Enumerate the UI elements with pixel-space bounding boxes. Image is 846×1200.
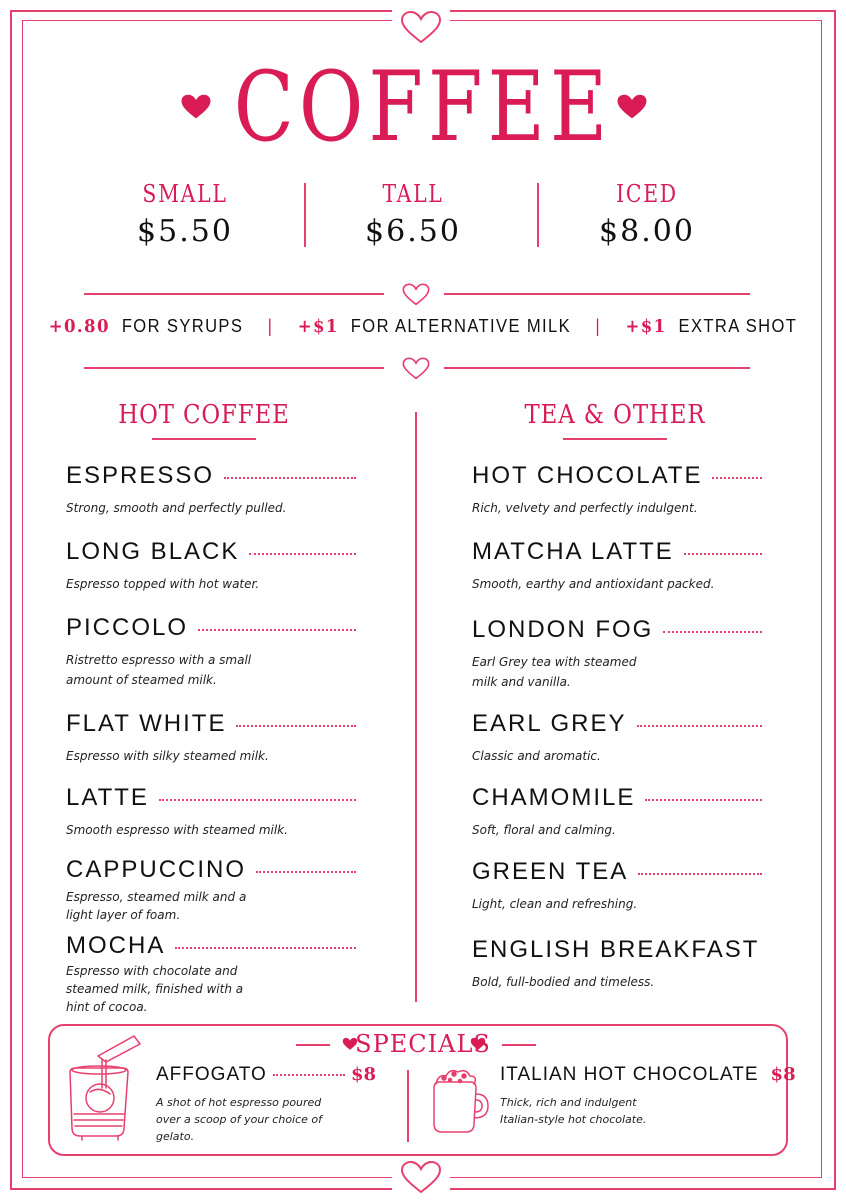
leader-dots <box>712 477 762 479</box>
leader-dots <box>645 799 762 801</box>
item-description: Espresso topped with hot water. <box>66 577 260 591</box>
addon-amount: +0.80 <box>48 316 110 337</box>
item-description: Espresso, steamed milk and a light layer of foam. <box>66 890 247 922</box>
leader-dots <box>273 1074 345 1076</box>
item-description: Smooth espresso with steamed milk. <box>66 823 288 837</box>
item-description: Earl Grey tea with steamed milk and vanilla. <box>472 655 637 689</box>
section-title-hot-coffee: HOT COFFEE <box>118 400 290 430</box>
leader-dots <box>175 947 356 949</box>
special-name: AFFOGATO <box>156 1064 267 1085</box>
item-description: Smooth, earthy and antioxidant packed. <box>472 577 715 591</box>
leader-dots <box>637 725 763 727</box>
divider <box>444 367 750 369</box>
item-name: LONG BLACK <box>66 538 240 565</box>
section-underline <box>563 438 667 440</box>
size-name: TALL <box>382 180 444 208</box>
item-description: Espresso with silky steamed milk. <box>66 749 269 763</box>
item-description: Strong, smooth and perfectly pulled. <box>66 501 287 515</box>
menu-item <box>66 462 356 518</box>
size-price: $5.50 <box>137 214 233 249</box>
item-name: ESPRESSO <box>66 462 215 489</box>
addons-row <box>34 316 812 337</box>
menu-item <box>472 936 762 992</box>
addon-label: FOR ALTERNATIVE MILK <box>350 316 572 336</box>
item-name: CHAMOMILE <box>472 784 636 811</box>
item-name: FLAT WHITE <box>66 710 227 737</box>
specials-divider <box>407 1070 409 1142</box>
divider <box>84 367 384 369</box>
addon-label: EXTRA SHOT <box>678 316 798 336</box>
special-name: ITALIAN HOT CHOCOLATE <box>500 1064 759 1085</box>
menu-item <box>66 932 356 1016</box>
heart-icon <box>180 93 212 121</box>
heart-icon <box>402 283 430 307</box>
item-name: ENGLISH BREAKFAST <box>472 936 760 963</box>
item-description: Bold, full-bodied and timeless. <box>472 975 655 989</box>
item-name: PICCOLO <box>66 614 189 641</box>
menu-item <box>472 462 762 518</box>
item-name: EARL GREY <box>472 710 627 737</box>
heart-icon <box>616 93 648 121</box>
heart-icon <box>400 10 442 46</box>
column-divider <box>415 412 417 1002</box>
addon-amount: +$1 <box>625 316 667 337</box>
divider <box>304 183 306 247</box>
item-description: Soft, floral and calming. <box>472 823 616 837</box>
menu-item <box>472 858 762 914</box>
heart-icon <box>400 1160 442 1196</box>
menu-item <box>66 538 356 594</box>
item-name: MATCHA LATTE <box>472 538 674 565</box>
item-description: Ristretto espresso with a small amount of steamed milk. <box>66 653 252 687</box>
page-title: COFFEE <box>233 51 613 163</box>
size-small <box>95 180 275 249</box>
leader-dots <box>663 631 762 633</box>
size-tall <box>323 180 503 249</box>
menu-item <box>472 710 762 766</box>
menu-item <box>472 538 762 594</box>
item-description: Classic and aromatic. <box>472 749 601 763</box>
leader-dots <box>236 725 356 727</box>
divider <box>444 293 750 295</box>
special-description: Thick, rich and indulgent Italian-style hot chocolate. <box>500 1096 647 1126</box>
menu-item <box>66 784 356 840</box>
item-description: Espresso with chocolate and steamed milk, finished with a hint of cocoa. <box>66 964 244 1014</box>
special-description: A shot of hot espresso poured over a scoop of your choice of gelato. <box>156 1096 323 1143</box>
size-name: SMALL <box>142 180 228 208</box>
separator: | <box>595 316 602 336</box>
section-title-tea-other: TEA & OTHER <box>524 400 706 430</box>
leader-dots <box>198 629 356 631</box>
section-underline <box>152 438 256 440</box>
addon-label: FOR SYRUPS <box>121 316 244 336</box>
menu-item <box>66 710 356 766</box>
size-name: ICED <box>616 180 678 208</box>
divider <box>537 183 539 247</box>
leader-dots <box>224 477 356 479</box>
size-iced <box>557 180 737 249</box>
special-item <box>156 1064 376 1145</box>
specials-title: SPECIALS <box>355 1030 491 1058</box>
hot-chocolate-mug-icon <box>426 1064 494 1138</box>
addon-amount: +$1 <box>297 316 339 337</box>
menu-item <box>472 616 762 692</box>
item-name: GREEN TEA <box>472 858 629 885</box>
leader-dots <box>159 799 356 801</box>
separator: | <box>267 316 274 336</box>
menu-item <box>66 856 356 924</box>
heart-icon <box>402 357 430 381</box>
leader-dots <box>256 871 356 873</box>
leader-dots <box>638 873 762 875</box>
special-price: $8 <box>770 1064 796 1085</box>
special-price: $8 <box>350 1064 376 1085</box>
item-name: LONDON FOG <box>472 616 654 643</box>
size-price: $6.50 <box>365 214 461 249</box>
menu-item <box>472 784 762 840</box>
menu-item <box>66 614 356 690</box>
special-item <box>500 1064 796 1128</box>
item-description: Rich, velvety and perfectly indulgent. <box>472 501 698 515</box>
leader-dots <box>684 553 762 555</box>
leader-dots <box>249 553 356 555</box>
item-name: MOCHA <box>66 932 166 959</box>
item-name: CAPPUCCINO <box>66 856 247 883</box>
size-price: $8.00 <box>599 214 695 249</box>
item-description: Light, clean and refreshing. <box>472 897 638 911</box>
item-name: HOT CHOCOLATE <box>472 462 703 489</box>
item-name: LATTE <box>66 784 149 811</box>
affogato-glass-icon <box>62 1032 148 1142</box>
divider <box>84 293 384 295</box>
